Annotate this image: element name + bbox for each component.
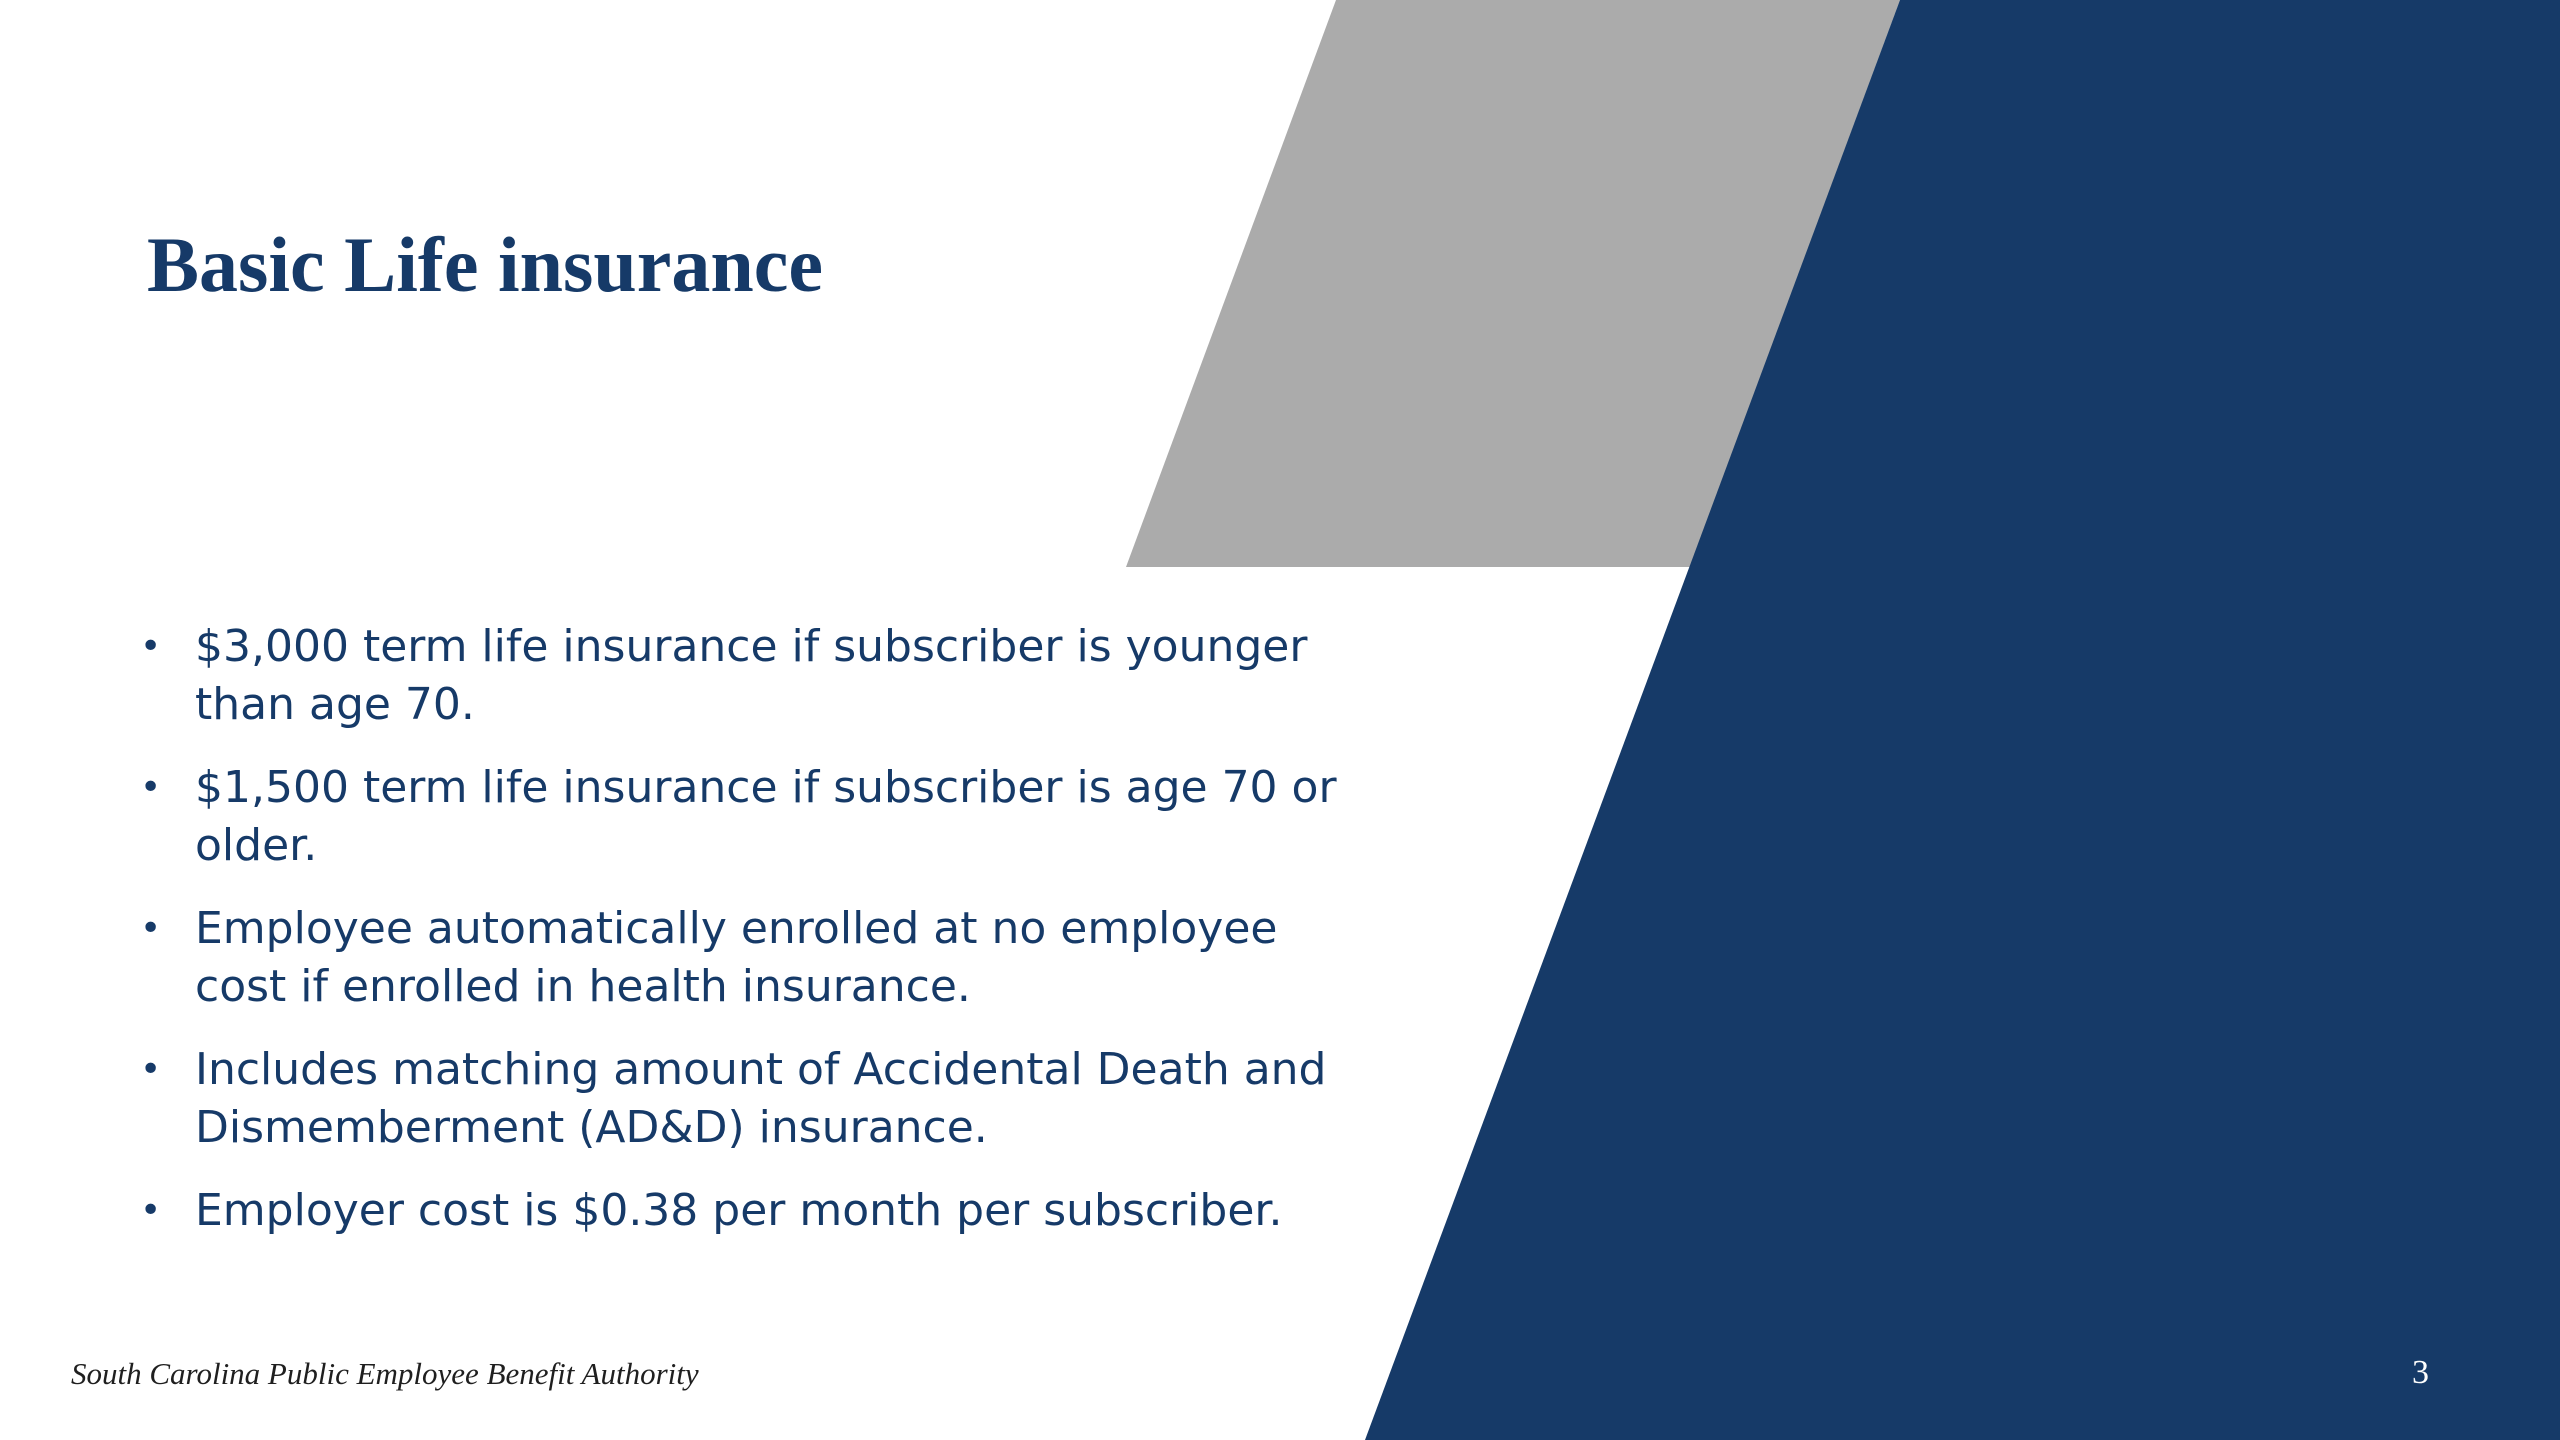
bullet-item [140, 1041, 1340, 1157]
bullet-icon: • [140, 1049, 162, 1090]
bullet-icon: • [140, 767, 162, 808]
bullet-item [140, 1182, 1340, 1240]
bullet-item [140, 900, 1340, 1016]
page-number: 3 [2412, 1354, 2429, 1391]
bullet-text: $1,500 term life insurance if subscriber is age 70 or older. [195, 762, 1337, 871]
bullet-icon: • [140, 908, 162, 949]
footer-organization: South Carolina Public Employee Benefit Authority [71, 1356, 699, 1391]
bullet-text: $3,000 term life insurance if subscriber is younger than age 70. [195, 621, 1308, 730]
bullet-item [140, 759, 1340, 875]
bullet-icon: • [140, 1190, 162, 1231]
slide-title: Basic Life insurance [147, 221, 823, 308]
bullet-text: Employer cost is $0.38 per month per subscriber. [195, 1185, 1283, 1236]
bullet-icon: • [140, 626, 162, 667]
bullet-text: Includes matching amount of Accidental Death and Dismemberment (AD&D) insurance. [195, 1044, 1327, 1153]
bullet-item [140, 618, 1340, 734]
bullet-text: Employee automatically enrolled at no employee cost if enrolled in health insurance. [195, 903, 1278, 1012]
bullet-list [140, 618, 1340, 1265]
